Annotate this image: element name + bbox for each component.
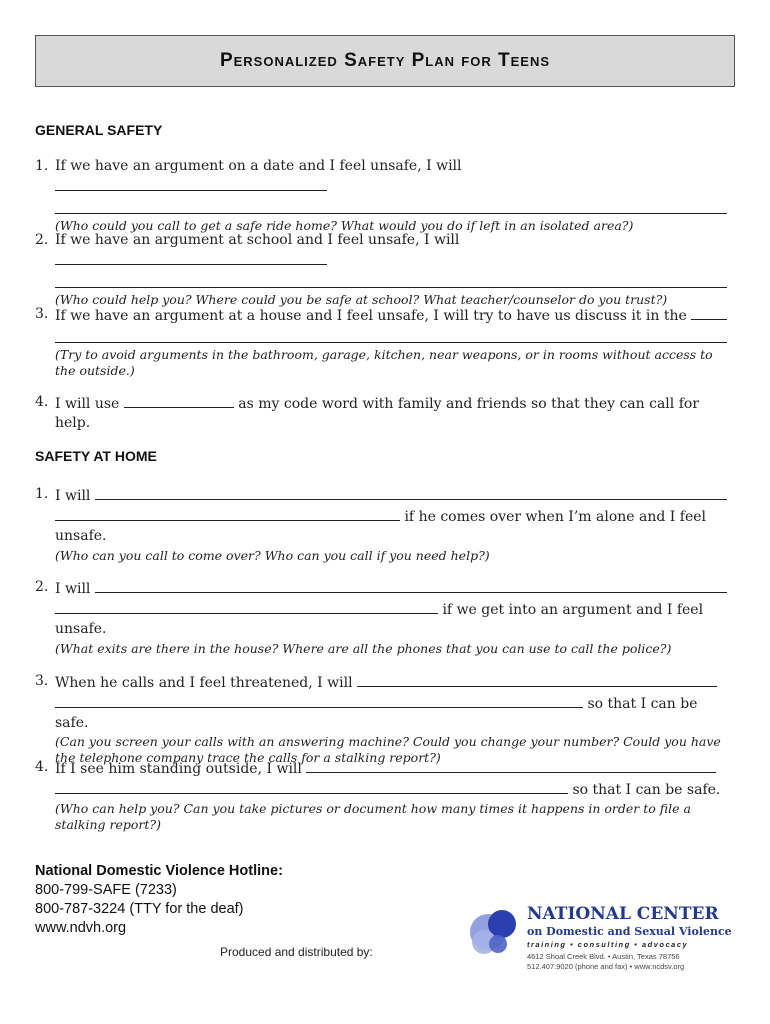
general-item-2 [35, 231, 735, 308]
logo-circles-icon [462, 902, 532, 972]
home-item-2 [35, 578, 735, 657]
hotline-block [35, 862, 283, 938]
general-item-3 [35, 305, 735, 379]
item-number: 2. [35, 232, 49, 248]
item-number: 4. [35, 759, 49, 775]
item-continuation: so that I can be safe. [55, 696, 698, 731]
general-item-4 [35, 393, 735, 433]
item-text: When he calls and I feel threatened, I will [55, 675, 353, 691]
section-heading-safety-at-home: SAFETY AT HOME [35, 448, 157, 464]
item-text: If we have an argument at a house and I feel unsafe, I will try to have us discuss it in the [55, 308, 687, 324]
item-hint: (Who could help you? Where could you be safe at school? What teacher/counselor do you trust?) [55, 292, 668, 307]
item-hint: (Who can you call to come over? Who can you call if you need help?) [55, 548, 490, 563]
item-number: 3. [35, 673, 49, 689]
answer-blank[interactable] [55, 779, 568, 794]
item-hint: (Try to avoid arguments in the bathroom, garage, kitchen, near weapons, or in rooms without access to the outside.) [55, 347, 713, 378]
logo-contact-line: 512.407.9020 (phone and fax) • www.ncdsv.org [527, 962, 685, 971]
answer-blank[interactable] [691, 305, 727, 320]
item-number: 3. [35, 306, 49, 322]
item-text: I will [55, 488, 91, 504]
hotline-phone: 800-799-SAFE (7233) [35, 882, 177, 898]
item-text: If we have an argument at school and I feel unsafe, I will [55, 232, 460, 248]
logo-name: NATIONAL CENTER [527, 904, 719, 924]
item-continuation: if we get into an argument and I feel [442, 602, 704, 618]
logo-tagline: training • consulting • advocacy [527, 940, 689, 949]
page-title: Personalized Safety Plan for Teens [219, 50, 551, 71]
logo-address-line: 4612 Shoal Creek Blvd. • Austin, Texas 78756 [527, 952, 680, 961]
item-text-before: I will use [55, 396, 120, 412]
ncdsv-logo [462, 900, 732, 980]
item-text: If I see him standing outside, I will [55, 761, 302, 777]
item-text: I will [55, 581, 91, 597]
answer-blank[interactable] [55, 328, 727, 343]
item-continuation-2: unsafe. [55, 621, 107, 637]
home-item-3 [35, 672, 735, 766]
answer-blank[interactable] [95, 578, 727, 593]
item-number: 1. [35, 486, 49, 502]
item-continuation: so that I can be safe. [572, 782, 721, 798]
home-item-1 [35, 485, 735, 564]
section-heading-general-safety: GENERAL SAFETY [35, 122, 163, 138]
code-word-blank[interactable] [124, 393, 234, 408]
item-hint: (Can you screen your calls with an answering machine? Could you change your number? Could you have the telephone company trace the calls for a stalking report?) [55, 734, 721, 765]
answer-blank[interactable] [55, 693, 583, 708]
item-continuation: if he comes over when I’m alone and I feel [404, 509, 706, 525]
logo-subtitle: on Domestic and Sexual Violence [527, 925, 732, 938]
item-hint: (Who could you call to get a safe ride home? What would you do if left in an isolated area?) [55, 218, 634, 233]
hotline-title: National Domestic Violence Hotline: [35, 863, 283, 879]
answer-blank[interactable] [55, 199, 727, 214]
answer-blank[interactable] [55, 176, 327, 191]
item-hint: (Who can help you? Can you take pictures or document how many times it happens in order to file a stalking report?) [55, 801, 691, 832]
answer-blank[interactable] [55, 273, 727, 288]
item-text-after: as my code word with family and friends so that they can call for help. [55, 396, 700, 431]
hotline-website: www.ndvh.org [35, 920, 127, 936]
item-number: 4. [35, 394, 49, 410]
item-number: 2. [35, 579, 49, 595]
answer-blank[interactable] [95, 485, 727, 500]
title-box [35, 35, 735, 87]
item-hint: (What exits are there in the house? Where are all the phones that you can use to call the police?) [55, 641, 672, 656]
item-number: 1. [35, 158, 49, 174]
answer-blank[interactable] [55, 506, 400, 521]
logo-address [527, 952, 684, 972]
item-continuation-2: unsafe. [55, 528, 107, 544]
answer-blank[interactable] [306, 758, 716, 773]
answer-blank[interactable] [55, 250, 327, 265]
item-text: If we have an argument on a date and I feel unsafe, I will [55, 158, 462, 174]
answer-blank[interactable] [55, 599, 438, 614]
general-item-1 [35, 157, 735, 234]
hotline-tty: 800-787-3224 (TTY for the deaf) [35, 901, 244, 917]
produced-by-label: Produced and distributed by: [220, 945, 373, 959]
home-item-4 [35, 758, 735, 833]
answer-blank[interactable] [357, 672, 717, 687]
